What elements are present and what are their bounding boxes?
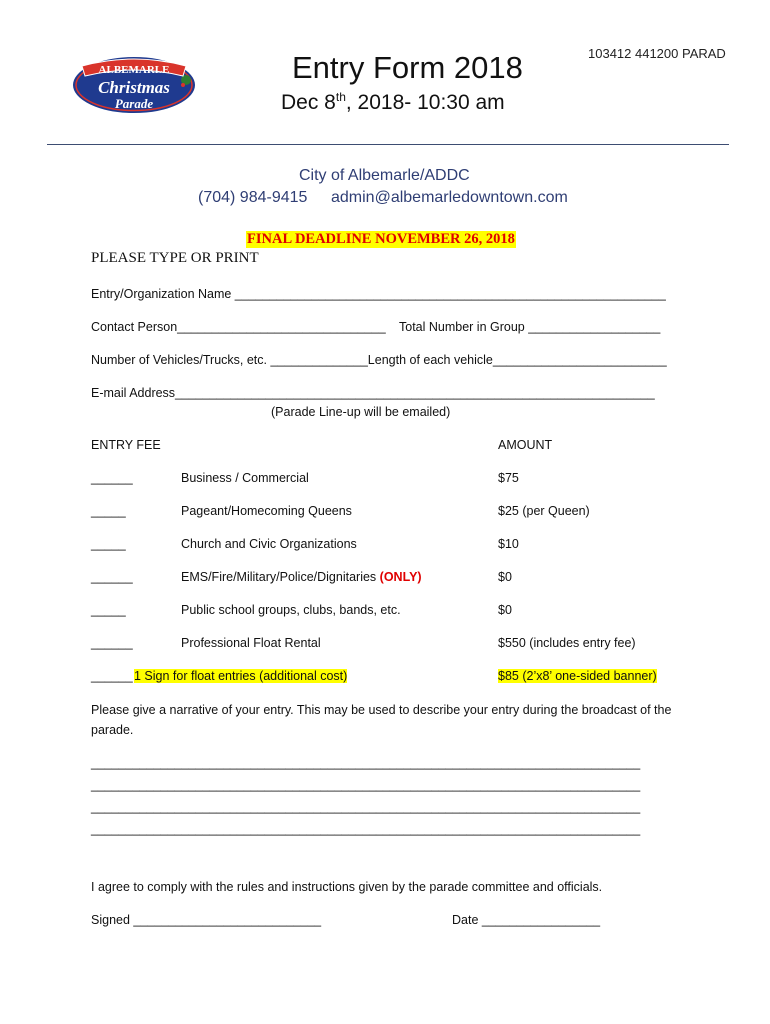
contact-phone: (704) 984-9415	[198, 189, 308, 206]
field-email-address[interactable]: E-mail Address_____________________________________________________________________	[91, 386, 655, 400]
form-title: Entry Form 2018	[292, 50, 523, 85]
event-date-suffix: th	[335, 90, 346, 104]
fee-row-blank[interactable]: ______	[91, 471, 133, 485]
fee-row-label-text: EMS/Fire/Military/Police/Dignitaries	[181, 570, 380, 584]
narrative-line[interactable]: _______________________________________________________________________________	[91, 756, 641, 770]
narrative-prompt: Please give a narrative of your entry. This may be used to describe your entry during the broadcast of the parade.	[91, 703, 672, 737]
header-divider	[47, 144, 729, 145]
final-deadline: FINAL DEADLINE NOVEMBER 26, 2018	[247, 231, 515, 247]
only-emphasis: (ONLY)	[379, 570, 422, 584]
field-contact-person[interactable]: Contact Person______________________________	[91, 320, 386, 334]
sign-row-blank[interactable]: ______	[91, 669, 133, 683]
fee-row-label: Public school groups, clubs, bands, etc.	[181, 603, 401, 617]
fee-row-blank[interactable]: _____	[91, 504, 126, 518]
document-id: 103412 441200 PARAD	[588, 46, 726, 61]
fee-row-amount: $10	[498, 537, 519, 551]
sign-row-amount: $85 (2’x8’ one-sided banner)	[498, 669, 657, 683]
fee-row-amount: $0	[498, 570, 512, 584]
field-total-number[interactable]: Total Number in Group ___________________	[399, 320, 661, 334]
event-date-day: Dec 8	[281, 91, 336, 114]
field-organization-name[interactable]: Entry/Organization Name ______________________________________________________________	[91, 287, 666, 301]
logo-text-christmas: Christmas	[98, 78, 170, 97]
contact-email[interactable]: admin@albemarledowntown.com	[331, 189, 568, 206]
fee-row-amount: $550 (includes entry fee)	[498, 636, 636, 650]
fee-row-blank[interactable]: ______	[91, 636, 133, 650]
fee-row-amount: $25 (per Queen)	[498, 504, 590, 518]
narrative-line[interactable]: _______________________________________________________________________________	[91, 800, 641, 814]
fee-row-blank[interactable]: _____	[91, 537, 126, 551]
event-date-rest: , 2018- 10:30 am	[345, 91, 505, 114]
entry-fee-header: ENTRY FEE	[91, 438, 161, 452]
field-vehicles-length[interactable]: Number of Vehicles/Trucks, etc. ______________Length of each vehicle_________________________	[91, 353, 667, 367]
narrative-line[interactable]: _______________________________________________________________________________	[91, 822, 641, 836]
logo-text-parade: Parade	[114, 96, 154, 111]
fee-row-label: Pageant/Homecoming Queens	[181, 504, 352, 518]
fee-row-label: Professional Float Rental	[181, 636, 321, 650]
amount-header: AMOUNT	[498, 438, 553, 452]
sign-row-label: 1 Sign for float entries (additional cost)	[134, 669, 348, 683]
albemarle-christmas-parade-logo	[68, 50, 200, 116]
fee-row-blank[interactable]: _____	[91, 603, 126, 617]
type-or-print-instruction: PLEASE TYPE OR PRINT	[91, 250, 259, 266]
signature-field[interactable]: Signed ___________________________	[91, 913, 322, 927]
event-date	[281, 91, 505, 115]
fee-row-amount: $0	[498, 603, 512, 617]
lineup-note: (Parade Line-up will be emailed)	[271, 405, 451, 419]
fee-row-label: Business / Commercial	[181, 471, 309, 485]
contact-organization: City of Albemarle/ADDC	[299, 167, 470, 184]
agreement-statement: I agree to comply with the rules and instructions given by the parade committee and officials.	[91, 880, 603, 894]
fee-row-amount: $75	[498, 471, 519, 485]
fee-row-label	[181, 570, 422, 584]
fee-row-blank[interactable]: ______	[91, 570, 133, 584]
logo-text-albemarle: ALBEMARLE	[98, 64, 170, 76]
date-field[interactable]: Date _________________	[452, 913, 601, 927]
fee-row-label: Church and Civic Organizations	[181, 537, 357, 551]
narrative-line[interactable]: _______________________________________________________________________________	[91, 778, 641, 792]
